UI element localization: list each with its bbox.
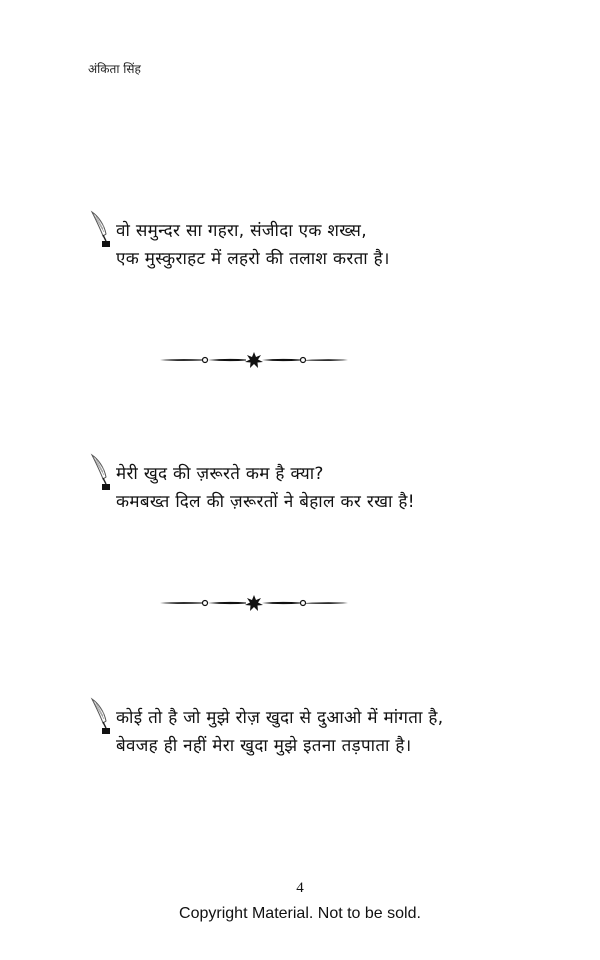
ornamental-divider-icon xyxy=(158,351,350,369)
verse-line: कमबख्त दिल की ज़रूरतों ने बेहाल कर रखा है! xyxy=(116,492,415,512)
quill-icon xyxy=(88,453,114,493)
verse-line: एक मुस्कुराहट में लहरो की तलाश करता है। xyxy=(116,249,390,269)
verse-line: मेरी खुद की ज़रूरते कम है क्या? xyxy=(116,464,324,484)
quill-icon xyxy=(88,697,114,737)
verse-line: बेवजह ही नहीं मेरा खुदा मुझे इतना तड़पाता है। xyxy=(116,736,412,756)
ornamental-divider-icon xyxy=(158,594,350,612)
quill-icon xyxy=(88,210,114,250)
verse-line: वो समुन्दर सा गहरा, संजीदा एक शख्स, xyxy=(116,221,367,241)
page-number: 4 xyxy=(296,880,304,896)
verse-line: कोई तो है जो मुझे रोज़ खुदा से दुआओ में मांगता है, xyxy=(116,708,444,728)
copyright-notice: Copyright Material. Not to be sold. xyxy=(179,905,421,922)
author-name: अंकिता सिंह xyxy=(88,62,141,76)
